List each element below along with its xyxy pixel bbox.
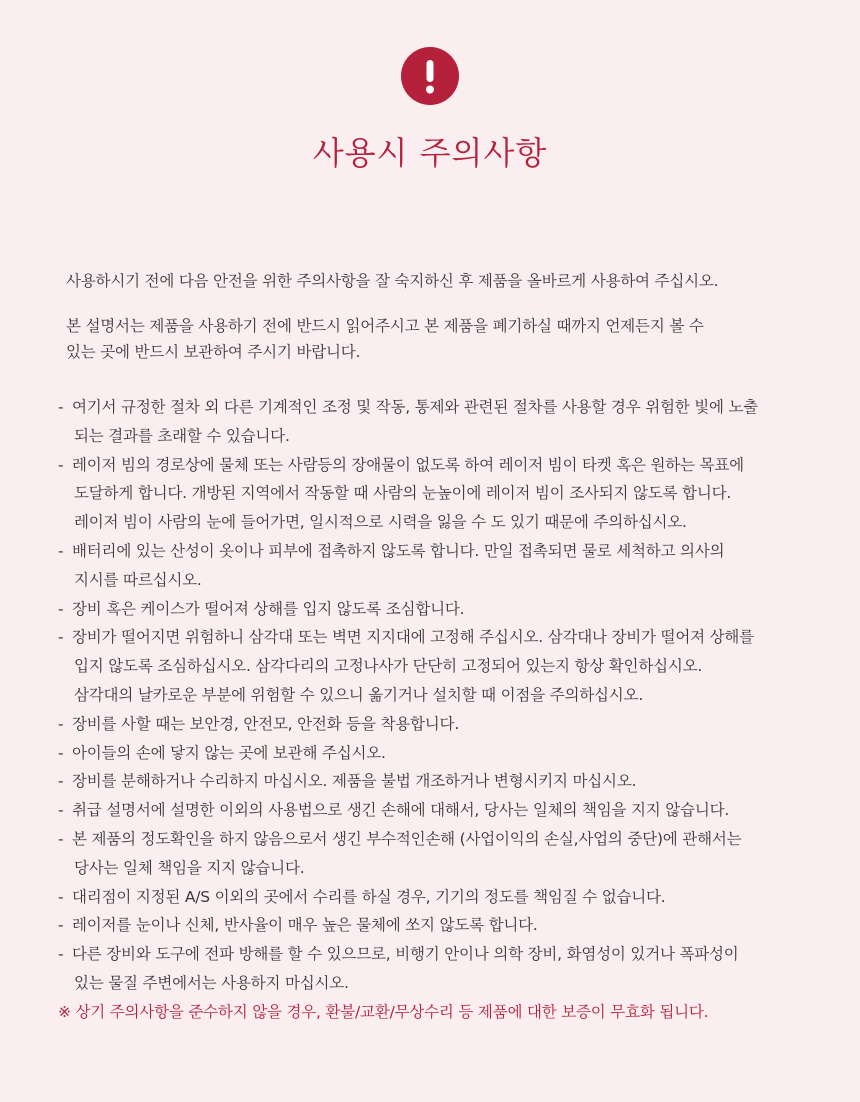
caution-item-line: 여기서 규정한 절차 외 다른 기계적인 조정 및 작동, 통제와 관련된 절차를 사용할 경우 위험한 빛에 노출 <box>72 398 759 416</box>
caution-item-line: 다른 장비와 도구에 전파 방해를 할 수 있으므로, 비행기 안이나 의학 장비, 화염성이 있거나 폭파성이 <box>72 945 739 964</box>
caution-item <box>58 595 828 624</box>
page-title: 사용시 주의사항 <box>312 134 548 172</box>
list-dash: - <box>58 801 64 820</box>
caution-item-line: 지시를 따르십시오. <box>74 570 202 589</box>
caution-item-line: 레이저를 눈이나 신체, 반사율이 매우 높은 물체에 쏘지 않도록 합니다. <box>72 916 538 935</box>
caution-item-line: 아이들의 손에 닿지 않는 곳에 보관해 주십시오. <box>72 743 386 762</box>
list-dash: - <box>58 887 64 906</box>
caution-item-line: 장비를 분해하거나 수리하지 마십시오. 제품을 불법 개조하거나 변형시키지 마십시오. <box>72 772 637 791</box>
list-dash: - <box>58 455 64 474</box>
caution-item <box>58 451 828 537</box>
intro-paragraph-2 <box>66 313 826 365</box>
list-dash: - <box>58 714 64 733</box>
caution-item-line: 장비 혹은 케이스가 떨어져 상해를 입지 않도록 조심합니다. <box>72 599 465 618</box>
caution-item-line: 장비를 사할 때는 보안경, 안전모, 안전화 등을 착용합니다. <box>72 714 460 733</box>
caution-item-line: 입지 않도록 조심하십시오. 삼각다리의 고정나사가 단단히 고정되어 있는지 항상 확인하십시오. <box>74 657 703 676</box>
caution-item <box>58 767 828 796</box>
list-dash: - <box>58 772 64 791</box>
intro-paragraph-1: 사용하시기 전에 다음 안전을 위한 주의사항을 잘 숙지하신 후 제품을 올바르게 사용하여 주십시오. <box>66 272 719 290</box>
caution-item-line: 대리점이 지정된 A/S 이외의 곳에서 수리를 하실 경우, 기기의 정도를 책임질 수 없습니다. <box>72 887 666 906</box>
list-dash: - <box>58 599 64 618</box>
caution-item-line: 장비가 떨어지면 위험하니 삼각대 또는 벽면 지지대에 고정해 주십시오. 삼각대나 장비가 떨어져 상해를 <box>72 628 754 647</box>
caution-item <box>58 940 828 998</box>
caution-item-line: 당사는 일체 책임을 지지 않습니다. <box>74 858 305 877</box>
caution-item <box>58 911 828 940</box>
caution-item <box>58 883 828 912</box>
list-dash: - <box>58 945 64 964</box>
caution-item-line: 취급 설명서에 설명한 이외의 사용법으로 생긴 손해에 대해서, 당사는 일체의 책임을 지지 않습니다. <box>72 801 730 820</box>
caution-item-line: 되는 결과를 초래할 수 있습니다. <box>74 426 290 445</box>
caution-item-line: 도달하게 합니다. 개방된 지역에서 작동할 때 사람의 눈높이에 레이저 빔이 조사되지 않도록 합니다. <box>74 484 732 503</box>
caution-item <box>58 825 828 883</box>
caution-item <box>58 393 828 451</box>
caution-item <box>58 710 828 739</box>
caution-list <box>58 393 828 998</box>
caution-item-line: 배터리에 있는 산성이 옷이나 피부에 접촉하지 않도록 합니다. 만일 접촉되면 물로 세척하고 의사의 <box>72 541 725 560</box>
exclamation-icon <box>401 47 459 105</box>
caution-item <box>58 623 828 709</box>
list-dash: - <box>58 829 64 848</box>
intro-paragraph-2-line-2: 있는 곳에 반드시 보관하여 주시기 바랍니다. <box>66 343 361 361</box>
list-dash: - <box>58 916 64 935</box>
warranty-note: ※ 상기 주의사항을 준수하지 않을 경우, 환불/교환/무상수리 등 제품에 대한 보증이 무효화 됩니다. <box>58 1003 709 1021</box>
caution-item <box>58 537 828 595</box>
intro-paragraph-2-line-1: 본 설명서는 제품을 사용하기 전에 반드시 읽어주시고 본 제품을 폐기하실 때까지 언제든지 볼 수 <box>66 317 704 335</box>
caution-item-line: 레이저 빔이 사람의 눈에 들어가면, 일시적으로 시력을 잃을 수 도 있기 때문에 주의하십시오. <box>74 513 687 532</box>
caution-item <box>58 739 828 768</box>
caution-item-line: 본 제품의 정도확인을 하지 않음으로서 생긴 부수적인손해 (사업이익의 손실,사업의 중단)에 관해서는 <box>72 829 742 848</box>
list-dash: - <box>58 398 64 416</box>
caution-item-line: 레이저 빔의 경로상에 물체 또는 사람등의 장애물이 없도록 하여 레이저 빔이 타켓 혹은 원하는 목표에 <box>72 455 744 474</box>
list-dash: - <box>58 743 64 762</box>
caution-item <box>58 796 828 825</box>
list-dash: - <box>58 628 64 647</box>
list-dash: - <box>58 541 64 560</box>
caution-item-line: 있는 물질 주변에서는 사용하지 마십시오. <box>74 973 349 992</box>
caution-item-line: 삼각대의 날카로운 부분에 위험할 수 있으니 옮기거나 설치할 때 이점을 주의하십시오. <box>74 685 644 704</box>
